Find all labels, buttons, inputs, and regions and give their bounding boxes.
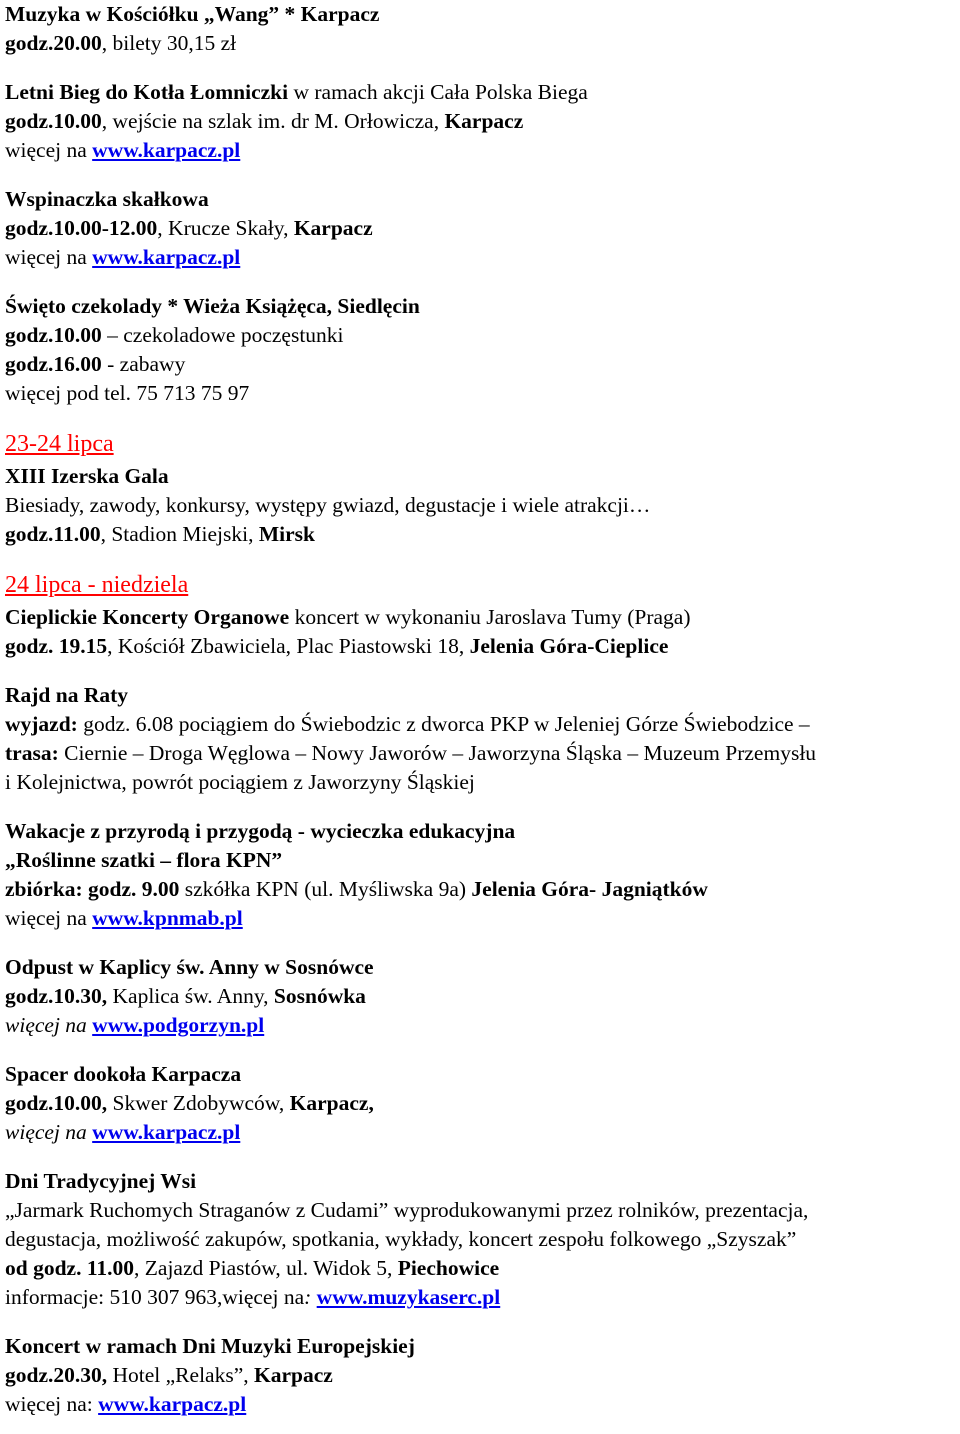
event-title: Rajd na Raty	[5, 683, 129, 707]
karpacz-link[interactable]: www.karpacz.pl	[98, 1392, 247, 1416]
event-time: godz.11.00, Stadion Miejski, Mirsk	[5, 522, 315, 546]
event-more: więcej na www.karpacz.pl	[5, 138, 241, 162]
event-time: wyjazd: godz. 6.08 pociągiem do Świebodzic z dworca PKP w Jeleniej Górze Świebodzice –	[5, 712, 810, 736]
event-time: godz.10.00, wejście na szlak im. dr M. Orłowicza, Karpacz	[5, 109, 524, 133]
date-heading: 23-24 lipca	[5, 431, 114, 457]
event-time: godz.10.00, Skwer Zdobywców, Karpacz,	[5, 1091, 374, 1115]
event-route: i Kolejnictwa, powrót pociągiem z Jaworzyny Śląskiej	[5, 770, 475, 794]
event-subtitle: „Roślinne szatki – flora KPN”	[5, 848, 283, 872]
event-title: Koncert w ramach Dni Muzyki Europejskiej	[5, 1334, 415, 1358]
event-time: godz.10.00 – czekoladowe poczęstunki	[5, 323, 344, 347]
event-more: więcej na www.karpacz.pl	[5, 1120, 241, 1144]
kpnmab-link[interactable]: www.kpnmab.pl	[92, 906, 243, 930]
podgorzyn-link[interactable]: www.podgorzyn.pl	[92, 1013, 265, 1037]
event-more: więcej pod tel. 75 713 75 97	[5, 381, 250, 405]
event-more: informacje: 510 307 963,więcej na: www.muzykaserc.pl	[5, 1285, 501, 1309]
event-route: trasa: Ciernie – Droga Węglowa – Nowy Jaworów – Jaworzyna Śląska – Muzeum Przemysłu	[5, 741, 817, 765]
event-title: Cieplickie Koncerty Organowe koncert w wykonaniu Jaroslava Tumy (Praga)	[5, 605, 691, 629]
event-title: Święto czekolady * Wieża Książęca, Siedlęcin	[5, 294, 420, 318]
event-title: Letni Bieg do Kotła Łomniczki w ramach akcji Cała Polska Biega	[5, 80, 588, 104]
event-title: Spacer dookoła Karpacza	[5, 1062, 242, 1086]
event-more: więcej na: www.karpacz.pl	[5, 1392, 247, 1416]
event-time: od godz. 11.00, Zajazd Piastów, ul. Widok 5, Piechowice	[5, 1256, 500, 1280]
event-title: Wspinaczka skałkowa	[5, 187, 209, 211]
event-time: godz. 19.15, Kościół Zbawiciela, Plac Piastowski 18, Jelenia Góra-Cieplice	[5, 634, 669, 658]
event-time: godz.10.30, Kaplica św. Anny, Sosnówka	[5, 984, 366, 1008]
event-more: więcej na www.podgorzyn.pl	[5, 1013, 265, 1037]
event-time: godz.10.00-12.00, Krucze Skały, Karpacz	[5, 216, 373, 240]
event-title: XIII Izerska Gala	[5, 464, 169, 488]
event-time: godz.16.00 - zabawy	[5, 352, 186, 376]
event-more: więcej na www.karpacz.pl	[5, 245, 241, 269]
event-time: godz.20.00, bilety 30,15 zł	[5, 31, 237, 55]
event-title: Muzyka w Kościółku „Wang” * Karpacz	[5, 2, 380, 26]
karpacz-link[interactable]: www.karpacz.pl	[92, 1120, 241, 1144]
karpacz-link[interactable]: www.karpacz.pl	[92, 245, 241, 269]
event-description: degustacja, możliwość zakupów, spotkania, wykłady, koncert zespołu folkowego „Szyszak”	[5, 1227, 797, 1251]
event-time: godz.20.30, Hotel „Relaks”, Karpacz	[5, 1363, 333, 1387]
event-time: zbiórka: godz. 9.00 szkółka KPN (ul. Myśliwska 9a) Jelenia Góra- Jagniątków	[5, 877, 708, 901]
event-title: Wakacje z przyrodą i przygodą - wycieczka edukacyjna	[5, 819, 516, 843]
event-description: „Jarmark Ruchomych Straganów z Cudami” wyprodukowanymi przez rolników, prezentacja,	[5, 1198, 809, 1222]
event-listing	[5, 0, 955, 1419]
date-heading: 24 lipca - niedziela	[5, 572, 189, 598]
event-more: więcej na www.kpnmab.pl	[5, 906, 243, 930]
event-title: Odpust w Kaplicy św. Anny w Sosnówce	[5, 955, 374, 979]
event-description: Biesiady, zawody, konkursy, występy gwiazd, degustacje i wiele atrakcji…	[5, 493, 651, 517]
karpacz-link[interactable]: www.karpacz.pl	[92, 138, 241, 162]
muzykaserc-link[interactable]: www.muzykaserc.pl	[316, 1285, 501, 1309]
event-title: Dni Tradycyjnej Wsi	[5, 1169, 197, 1193]
